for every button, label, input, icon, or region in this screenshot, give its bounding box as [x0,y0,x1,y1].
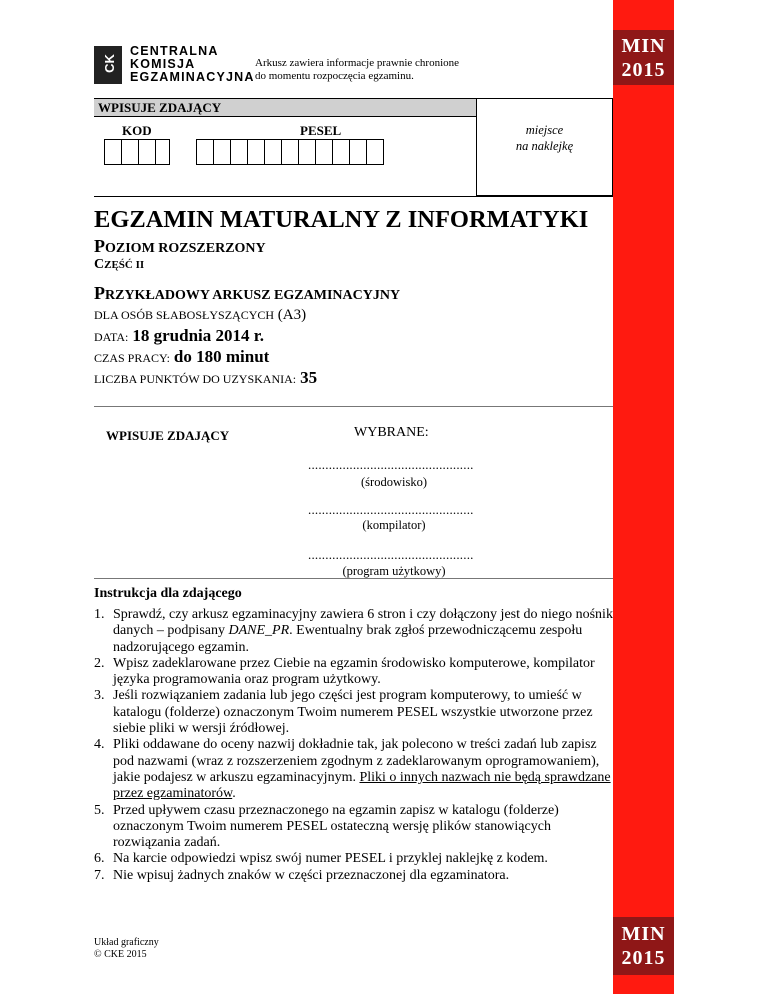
application-field[interactable]: ................................................ [308,547,474,562]
pesel-digit-box[interactable] [349,139,367,165]
compiler-field[interactable]: ................................................ [308,502,474,517]
logo-text-line2: KOMISJA [130,57,196,71]
exam-year: 2015 [621,59,666,81]
divider [94,196,613,197]
pesel-digit-box[interactable] [332,139,350,165]
exam-code: MIN [621,923,666,945]
exam-points: LICZBA PUNKTÓW DO UZYSKANIA: 35 [94,368,318,387]
layout-credit: Układ graficzny © CKE 2015 [94,937,159,960]
exam-code: MIN [621,35,666,57]
pesel-digit-box[interactable] [196,139,214,165]
logo-text-line1: CENTRALNA [130,44,219,58]
instruction-item: 1. Sprawdź, czy arkusz egzaminacyjny zawiera 6 stron i czy dołączony jest do niego nośnik danych – podpisany DANE_PR. Ewentualny brak zgłoś przewodniczącemu zespołu nadzorującego egzamin. [94,607,613,655]
pesel-digit-box[interactable] [230,139,248,165]
instructions-list [94,607,614,884]
exam-year: 2015 [621,947,666,969]
kod-digit-box[interactable] [121,139,139,165]
exam-title: EGZAMIN MATURALNY Z INFORMATYKI [94,206,589,233]
divider [94,116,476,117]
instruction-item: 2. Wpisz zadeklarowane przez Ciebie na egzamin środowisko komputerowe, kompilator języka programowania oraz program użytkowy. [94,655,595,688]
instruction-item: 5. Przed upływem czasu przeznaczonego na egzamin zapisz w katalogu (folderze) oznaczonym Twoim numerem PESEL ostateczną wersję plików stanowiących rozwiązania zadań. [94,802,559,851]
kod-label: KOD [122,123,152,138]
legal-notice-line2: do momentu rozpoczęcia egzaminu. [255,70,414,82]
sticker-area-label: miejsce na naklejkę [515,123,574,153]
pesel-digit-box[interactable] [247,139,265,165]
instructions-title: Instrukcja dla zdającego [94,586,242,601]
audience-line: DLA OSÓB SŁABOSŁYSZĄCYCH (A3) [94,307,307,323]
legal-notice-line1: Arkusz zawiera informacje prawnie chronione [255,57,460,69]
exam-date: DATA: 18 grudnia 2014 r. [94,326,264,345]
kod-digit-box[interactable] [155,139,170,165]
environment-field[interactable]: ................................................ [308,457,474,472]
exam-duration: CZAS PRACY: do 180 minut [94,347,270,366]
pesel-digit-box[interactable] [298,139,316,165]
choices-section-label: WPISUJE ZDAJĄCY [106,428,230,443]
candidate-section-label: WPISUJE ZDAJĄCY [98,100,222,115]
environment-caption: (środowisko) [361,475,427,489]
instruction-item: 7. Nie wpisuj żadnych znaków w części przeznaczonej dla egzaminatora. [94,867,510,883]
kod-digit-box[interactable] [104,139,122,165]
application-caption: (program użytkowy) [342,564,446,578]
chosen-label: WYBRANE: [354,425,429,440]
pesel-digit-box[interactable] [366,139,384,165]
exam-part: CZĘŚĆ II [94,257,145,272]
logo-text-line3: EGZAMINACYJNA [130,70,255,84]
divider [94,406,613,407]
instruction-item: 3. Jeśli rozwiązaniem zadania lub jego części jest program komputerowy, to umieść w katalogu (folderze) oznaczonym Twoim numerem PESEL wszystkie utworzone przez siebie pliki w wersji źródłowej. [94,688,593,737]
exam-level: POZIOM ROZSZERZONY [94,236,266,256]
pesel-digit-box[interactable] [281,139,299,165]
pesel-digit-box[interactable] [213,139,231,165]
pesel-digit-box[interactable] [315,139,333,165]
sheet-title: PRZYKŁADOWY ARKUSZ EGZAMINACYJNY [94,283,401,303]
exam-code-badge-bottom [613,917,674,975]
divider [94,578,613,579]
side-color-bar [613,0,674,994]
compiler-caption: (kompilator) [362,518,426,532]
exam-code-badge-top [613,30,674,85]
pesel-label: PESEL [300,123,342,138]
pesel-digit-box[interactable] [264,139,282,165]
cke-logo-icon: CK [94,46,122,84]
instruction-item: 6. Na karcie odpowiedzi wpisz swój numer PESEL i przyklej naklejkę z kodem. [94,851,548,867]
instruction-item: 4. Pliki oddawane do oceny nazwij dokładnie tak, jak polecono w treści zadań lub zapisz pod nazwami (wraz z rozszerzeniem zgodnym z zadeklarowanym oprogramowaniem), jakie podajesz w arkuszu egzaminacyjnym. Pliki o innych nazwach nie będą sprawdzane przez egzaminatorów. [94,737,611,802]
kod-digit-box[interactable] [138,139,156,165]
